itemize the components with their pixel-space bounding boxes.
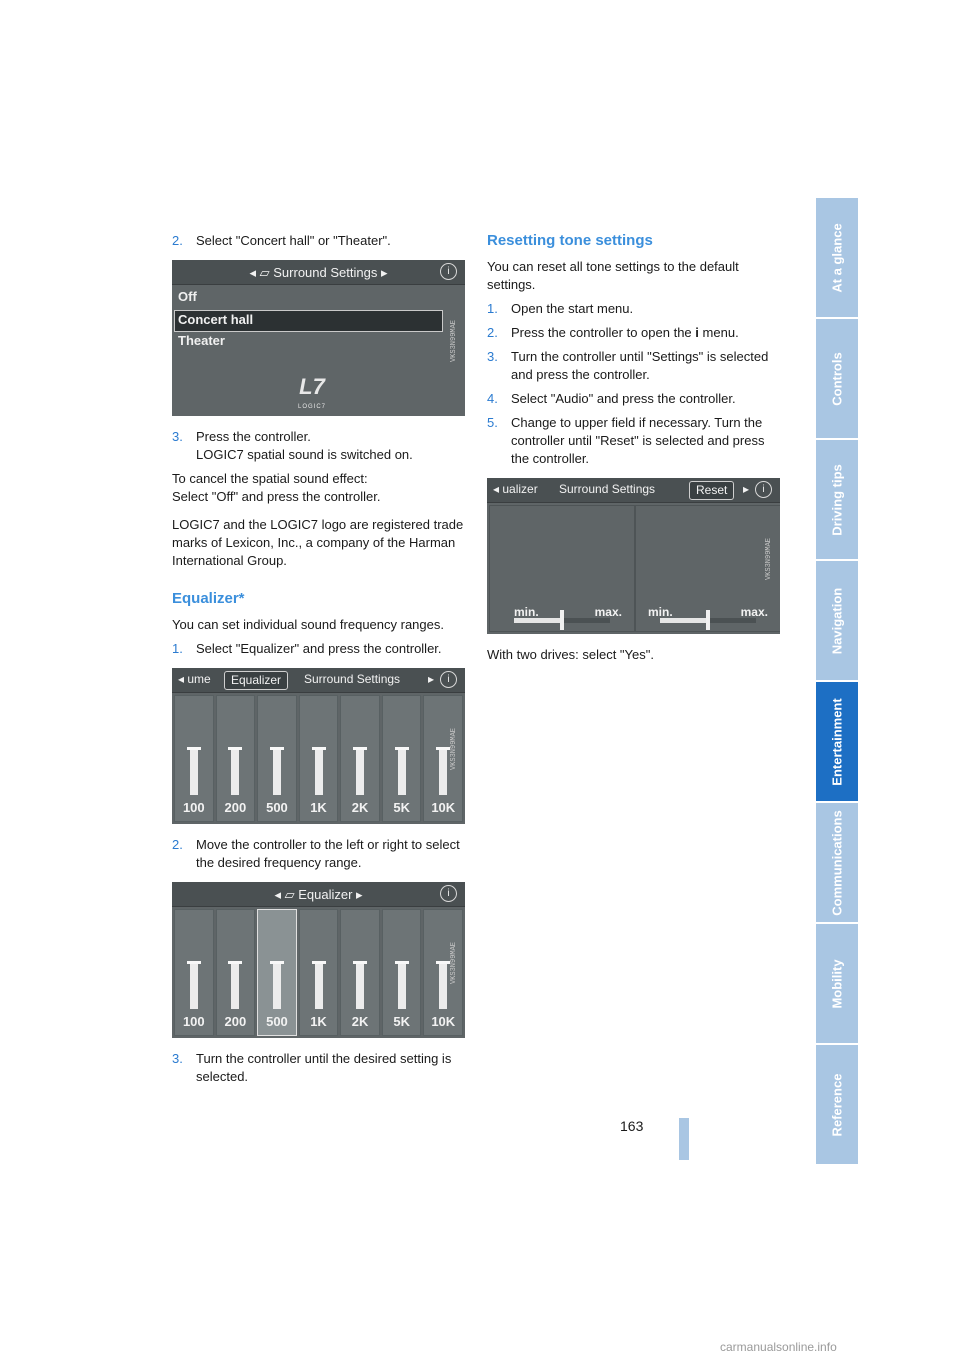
step-number: 3. — [172, 429, 183, 444]
step-number: 3. — [172, 1051, 183, 1066]
eq-band — [257, 695, 297, 822]
step-number: 2. — [487, 325, 498, 340]
reset-step-2 — [487, 324, 783, 342]
eq-band — [382, 695, 422, 822]
equalizer-intro: You can set individual sound frequency ranges. — [172, 617, 444, 632]
menu-item-concert-hall: Concert hall — [178, 312, 254, 327]
eq-band-label: 10K — [431, 1014, 456, 1029]
reset-step-1 — [487, 300, 783, 318]
reset-intro: You can reset all tone settings to the default settings. — [487, 259, 739, 292]
chapter-tab-at-a-glance[interactable] — [816, 198, 858, 317]
reset-heading: Resetting tone settings — [487, 232, 653, 249]
info-icon: i — [755, 481, 772, 498]
chapter-tab-label: Entertainment — [829, 697, 845, 786]
eq-band-cap — [312, 961, 326, 964]
screen-title: ◂ ▱ Equalizer ▸ — [274, 887, 363, 902]
tab-surround-settings: Surround Settings — [559, 482, 656, 496]
tab-equalizer: Equalizer — [224, 671, 288, 690]
band-list — [174, 909, 463, 1036]
equalizer-screen — [172, 668, 465, 824]
max-label: max. — [740, 605, 768, 619]
eq-band-level — [190, 750, 198, 795]
chapter-tab-navigation[interactable] — [816, 561, 858, 680]
image-code: VKS3N99MAE — [450, 320, 458, 363]
eq-band-cap — [353, 747, 367, 750]
step-number: 1. — [487, 301, 498, 316]
tab-equalizer: ◂ ualizer — [493, 482, 538, 496]
arrow-right-icon: ▸ — [743, 482, 750, 496]
step-number: 4. — [487, 391, 498, 406]
slider-knob — [706, 610, 710, 630]
info-icon: i — [440, 671, 457, 688]
step-number: 3. — [487, 349, 498, 364]
eq-band-label: 100 — [182, 800, 205, 815]
chapter-tab-label: Reference — [829, 1073, 845, 1136]
equalizer-heading: Equalizer* — [172, 590, 245, 607]
step-text: Move the controller to the left or right to select the desired frequency range. — [196, 837, 460, 870]
chapter-tab-communications[interactable] — [816, 803, 858, 922]
two-drives-note: With two drives: select "Yes". — [487, 647, 654, 662]
eq-band — [299, 909, 339, 1036]
step-text: Select "Equalizer" and press the controller. — [196, 641, 442, 656]
step-text: Select "Concert hall" or "Theater". — [196, 233, 391, 248]
surround-icon: ▱ — [259, 265, 270, 280]
step-text: Press the controller to open the i menu. — [511, 325, 739, 340]
reset-step-3 — [487, 348, 783, 384]
step-number: 2. — [172, 837, 183, 852]
step-3 — [172, 428, 468, 464]
min-label: min. — [648, 605, 673, 619]
image-code: VKS3N99MAE — [765, 538, 773, 581]
eq-band-label: 5K — [393, 1014, 410, 1029]
eq-band-cap — [395, 747, 409, 750]
chapter-tabs — [816, 198, 858, 1166]
screen-header — [172, 260, 465, 285]
eq-band — [340, 695, 380, 822]
eq-band-cap — [270, 961, 284, 964]
image-code: VKS3N99MAE — [450, 728, 458, 771]
step-text: Open the start menu. — [511, 301, 634, 316]
step-number: 5. — [487, 415, 498, 430]
eq-band-label: 500 — [266, 1014, 288, 1029]
eq-band-label: 5K — [393, 800, 410, 815]
reset-screen — [487, 478, 780, 634]
chapter-tab-entertainment[interactable] — [816, 682, 858, 801]
eq-band-level — [273, 964, 281, 1009]
tab-reset: Reset — [689, 481, 734, 500]
eq-band-level — [315, 750, 323, 795]
left-column — [172, 232, 468, 1092]
eq-band-cap — [228, 747, 242, 750]
eq-band-cap — [187, 747, 201, 750]
chapter-tab-label: Communications — [829, 809, 845, 916]
page-number-bar — [679, 1118, 689, 1160]
eq-band-level — [231, 750, 239, 795]
chapter-tab-label: Navigation — [829, 587, 845, 654]
chapter-tab-label: Mobility — [829, 958, 845, 1009]
min-label: min. — [514, 605, 539, 619]
eq-band-level — [315, 964, 323, 1009]
tab-surround-settings: Surround Settings — [304, 672, 401, 686]
eq-band-cap — [228, 961, 242, 964]
eq-band-cap — [312, 747, 326, 750]
slider-panel-right — [635, 505, 780, 632]
step-2 — [172, 232, 468, 250]
screen-header — [172, 882, 465, 907]
page-number: 163 — [620, 1118, 644, 1134]
screen-header — [172, 668, 465, 693]
eq-band-label: 10K — [431, 800, 456, 815]
slider-panel-left — [489, 505, 635, 632]
band-list — [174, 695, 463, 822]
eq-band — [174, 695, 214, 822]
chapter-tab-controls[interactable] — [816, 319, 858, 438]
reset-step-4 — [487, 390, 783, 408]
eq-band-label: 200 — [224, 1014, 247, 1029]
chapter-tab-reference[interactable] — [816, 1045, 858, 1164]
eq-band — [257, 909, 297, 1036]
eq-band-level — [190, 964, 198, 1009]
step-text: Turn the controller until the desired setting is selected. — [196, 1051, 452, 1084]
eq-band-level — [398, 964, 406, 1009]
chapter-tab-label: Driving tips — [829, 463, 845, 536]
surround-settings-screen — [172, 260, 465, 416]
right-column — [487, 232, 783, 674]
eq-band-label: 1K — [310, 1014, 327, 1029]
eq-band-level — [356, 750, 364, 795]
step-text: Select "Audio" and press the controller. — [511, 391, 736, 406]
slider-knob — [560, 610, 564, 630]
reset-step-5 — [487, 414, 783, 468]
eq-band-label: 100 — [182, 1014, 205, 1029]
menu-item-theater: Theater — [178, 333, 225, 348]
chapter-tab-label: Controls — [829, 351, 845, 406]
image-code: VKS3N99MAE — [450, 942, 458, 985]
screen-title: ◂ ▱ Surround Settings ▸ — [249, 265, 388, 280]
eq-band-cap — [353, 961, 367, 964]
chapter-tab-label: At a glance — [829, 222, 845, 293]
step-number: 1. — [172, 641, 183, 656]
eq-band-level — [398, 750, 406, 795]
eq-band-cap — [270, 747, 284, 750]
equalizer-band-screen — [172, 882, 465, 1038]
eq-band-label: 500 — [266, 800, 288, 815]
eq-band-cap — [395, 961, 409, 964]
eq-band-level — [356, 964, 364, 1009]
eq-band — [174, 909, 214, 1036]
logic7-logo: L7 LOGIC7 — [297, 374, 326, 410]
max-label: max. — [594, 605, 622, 619]
eq-band-label: 1K — [310, 800, 327, 815]
eq-band — [216, 695, 256, 822]
trademark-note: LOGIC7 and the LOGIC7 logo are registered trade marks of Lexicon, Inc., a company of the Harman International Group. — [172, 517, 464, 568]
eq-band — [340, 909, 380, 1036]
step-text: Press the controller. LOGIC7 spatial sound is switched on. — [196, 429, 413, 462]
tab-volume: ◂ ume — [178, 672, 211, 686]
watermark: carmanualsonline.info — [720, 1340, 837, 1354]
info-icon: i — [440, 885, 457, 902]
info-menu-icon: i — [695, 325, 699, 340]
step-number: 2. — [172, 233, 183, 248]
eq-band-label: 2K — [351, 800, 369, 815]
eq-step-2 — [172, 836, 468, 872]
arrow-right-icon: ▸ — [428, 672, 435, 686]
cancel-instructions: To cancel the spatial sound effect: Select "Off" and press the controller. — [172, 471, 381, 504]
eq-step-3 — [172, 1050, 468, 1086]
eq-band-cap — [187, 961, 201, 964]
chapter-tab-mobility[interactable] — [816, 924, 858, 1043]
step-text: Change to upper field if necessary. Turn the controller until "Reset" is selected and press the controller. — [511, 415, 765, 466]
eq-band — [216, 909, 256, 1036]
menu-item-off: Off — [178, 289, 197, 304]
eq-band — [382, 909, 422, 1036]
eq-band-label: 200 — [224, 800, 247, 815]
eq-band-level — [231, 964, 239, 1009]
eq-band-label: 2K — [351, 1014, 369, 1029]
step-text: Turn the controller until "Settings" is selected and press the controller. — [511, 349, 769, 382]
eq-band — [299, 695, 339, 822]
eq-step-1 — [172, 640, 468, 658]
eq-band-level — [273, 750, 281, 795]
chapter-tab-driving-tips[interactable] — [816, 440, 858, 559]
equalizer-icon: ▱ — [284, 887, 295, 902]
screen-header — [487, 478, 780, 503]
info-icon: i — [440, 263, 457, 280]
